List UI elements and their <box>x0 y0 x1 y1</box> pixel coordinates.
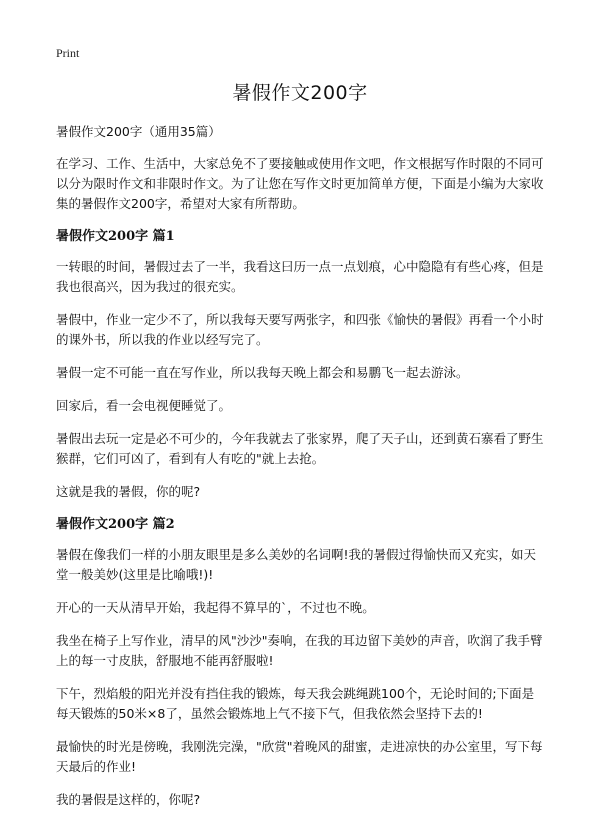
paragraph: 暑假一定不可能一直在写作业，所以我每天晚上都会和易鹏飞一起去游泳。 <box>56 365 469 380</box>
paragraph: 我的暑假是这样的，你呢? <box>56 792 201 807</box>
print-link[interactable]: Print <box>56 46 80 60</box>
section-heading: 暑假作文200字 篇2 <box>56 517 175 532</box>
paragraph: 这就是我的暑假，你的呢? <box>56 484 201 499</box>
paragraph: 回家后，看一会电视便睡觉了。 <box>56 398 232 413</box>
article-title: 暑假作文200字 <box>232 82 368 104</box>
paragraph: 最愉快的时光是傍晚，我刚洗完澡，"欣赏"着晚风的甜蜜，走进凉快的办公室里，写下每天最后的作业! <box>56 739 543 774</box>
intro-paragraph: 在学习、工作、生活中，大家总免不了要接触或使用作文吧，作文根据写作时限的不同可以分为限时作文和非限时作文。为了让您在写作文时更加简单方便，下面是小编为大家收集的暑假作文200字，希望对大家有所帮助。 <box>56 156 544 211</box>
paragraph: 一转眼的时间，暑假过去了一半，我看这曰历一点一点划痕，心中隐隐有有些心疼，但是我也很高兴，因为我过的很充实。 <box>56 259 544 294</box>
article-body <box>56 122 546 823</box>
section-heading: 暑假作文200字 篇1 <box>56 229 175 244</box>
paragraph: 开心的一天从清早开始，我起得不算早的`，不过也不晚。 <box>56 600 375 615</box>
paragraph: 暑假在像我们一样的小朋友眼里是多么美妙的名词啊!我的暑假过得愉快而又充实，如天堂一般美妙(这里是比喻哦!)! <box>56 547 537 582</box>
paragraph: 暑假出去玩一定是必不可少的，今年我就去了张家界，爬了天子山，还到黄石寨看了野生猴群，它们可凶了，看到有人有吃的"就上去抢。 <box>56 431 544 466</box>
paragraph: 暑假中，作业一定少不了，所以我每天要写两张字，和四张《愉快的暑假》再看一个小时的课外书，所以我的作业以经写完了。 <box>56 312 544 347</box>
article-subtitle: 暑假作文200字（通用35篇） <box>56 124 221 139</box>
paragraph: 我坐在椅子上写作业，清早的风"沙沙"奏响，在我的耳边留下美妙的声音，吹润了我手臂上的每一寸皮肤，舒服地不能再舒服啦! <box>56 633 543 668</box>
paragraph: 下午，烈焰般的阳光并没有挡住我的锻炼，每天我会跳绳跳100个，无论时间的;下面是每天锻炼的50米×8了，虽然会锻炼地上气不接下气，但我依然会坚持下去的! <box>56 686 535 721</box>
